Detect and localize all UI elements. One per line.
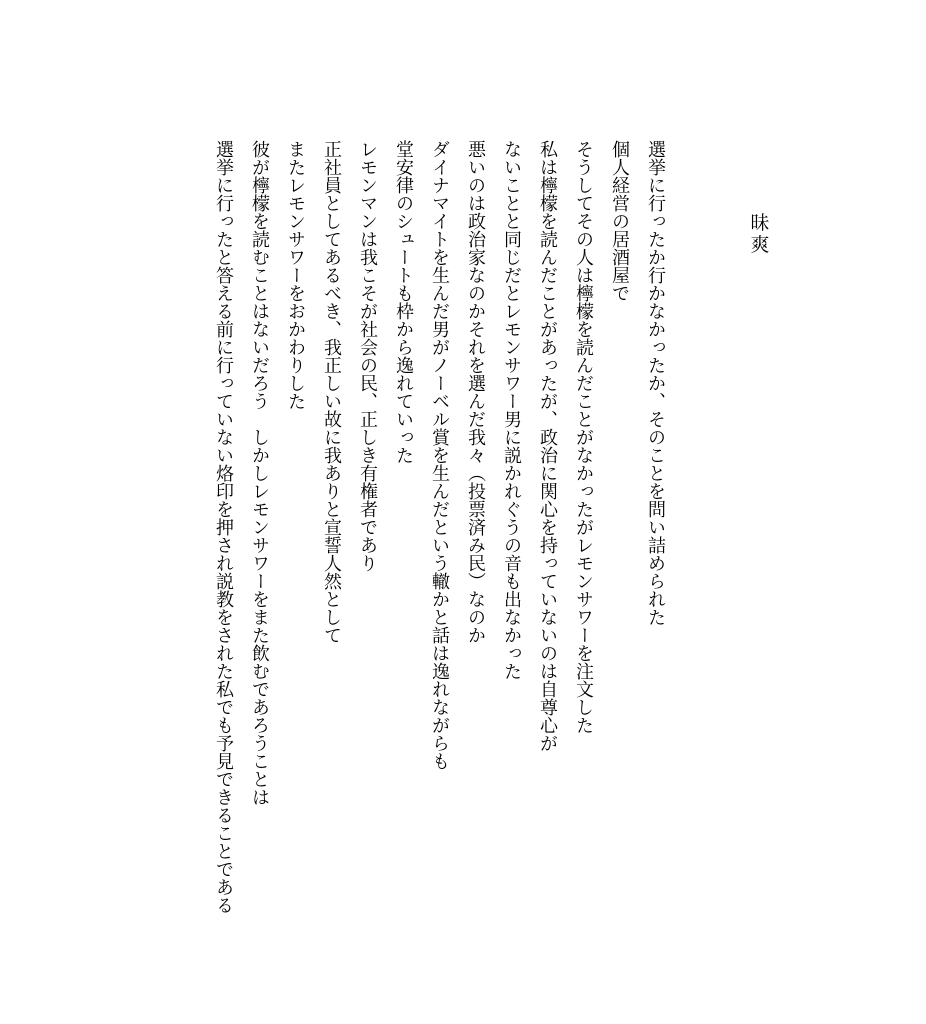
poem-line-11: またレモンサワーをおかわりした — [285, 140, 306, 410]
poem-title-char-2: 爽 — [750, 234, 770, 256]
poem-line-9: レモンマンは我こそが社会の民、正しき有権者であり — [357, 140, 378, 572]
poem-line-2: 個人経営の居酒屋で — [609, 140, 630, 302]
poem-line-13: 選挙に行ったと答える前に行っていない烙印を押され説教をされた私でも予見できることである — [213, 140, 234, 914]
poem-line-6: 悪いのは政治家なのかそれを選んだ我々（投票済み民）なのか — [465, 140, 486, 644]
poem-line-12: 彼が檸檬を読むことはないだろう しかしレモンサワーをまた飲むであろうことは — [249, 140, 270, 806]
poem-line-4: 私は檸檬を読んだことがあったが、政治に関心を持っていないのは自尊心が — [537, 140, 558, 752]
poem-line-8: 堂安律のシュートも枠から逸れていった — [393, 140, 414, 464]
poem-line-10: 正社員としてあるべき、我正しい故に我ありと宣誓人然として — [321, 140, 342, 644]
poem-title-char-1: 昧 — [750, 212, 770, 234]
poem-line-7: ダイナマイトを生んだ男がノーベル賞を生んだという轍かと話は逸れながらも — [429, 140, 450, 770]
poem-line-5: ないことと同じだとレモンサワー男に説かれぐうの音も出なかった — [501, 140, 522, 680]
poem-line-3: そうしてその人は檸檬を読んだことがなかったがレモンサワーを注文した — [573, 140, 594, 734]
poem-line-1: 選挙に行ったか行かなかったか、そのことを問い詰められた — [645, 140, 666, 626]
poem-title — [740, 212, 780, 272]
